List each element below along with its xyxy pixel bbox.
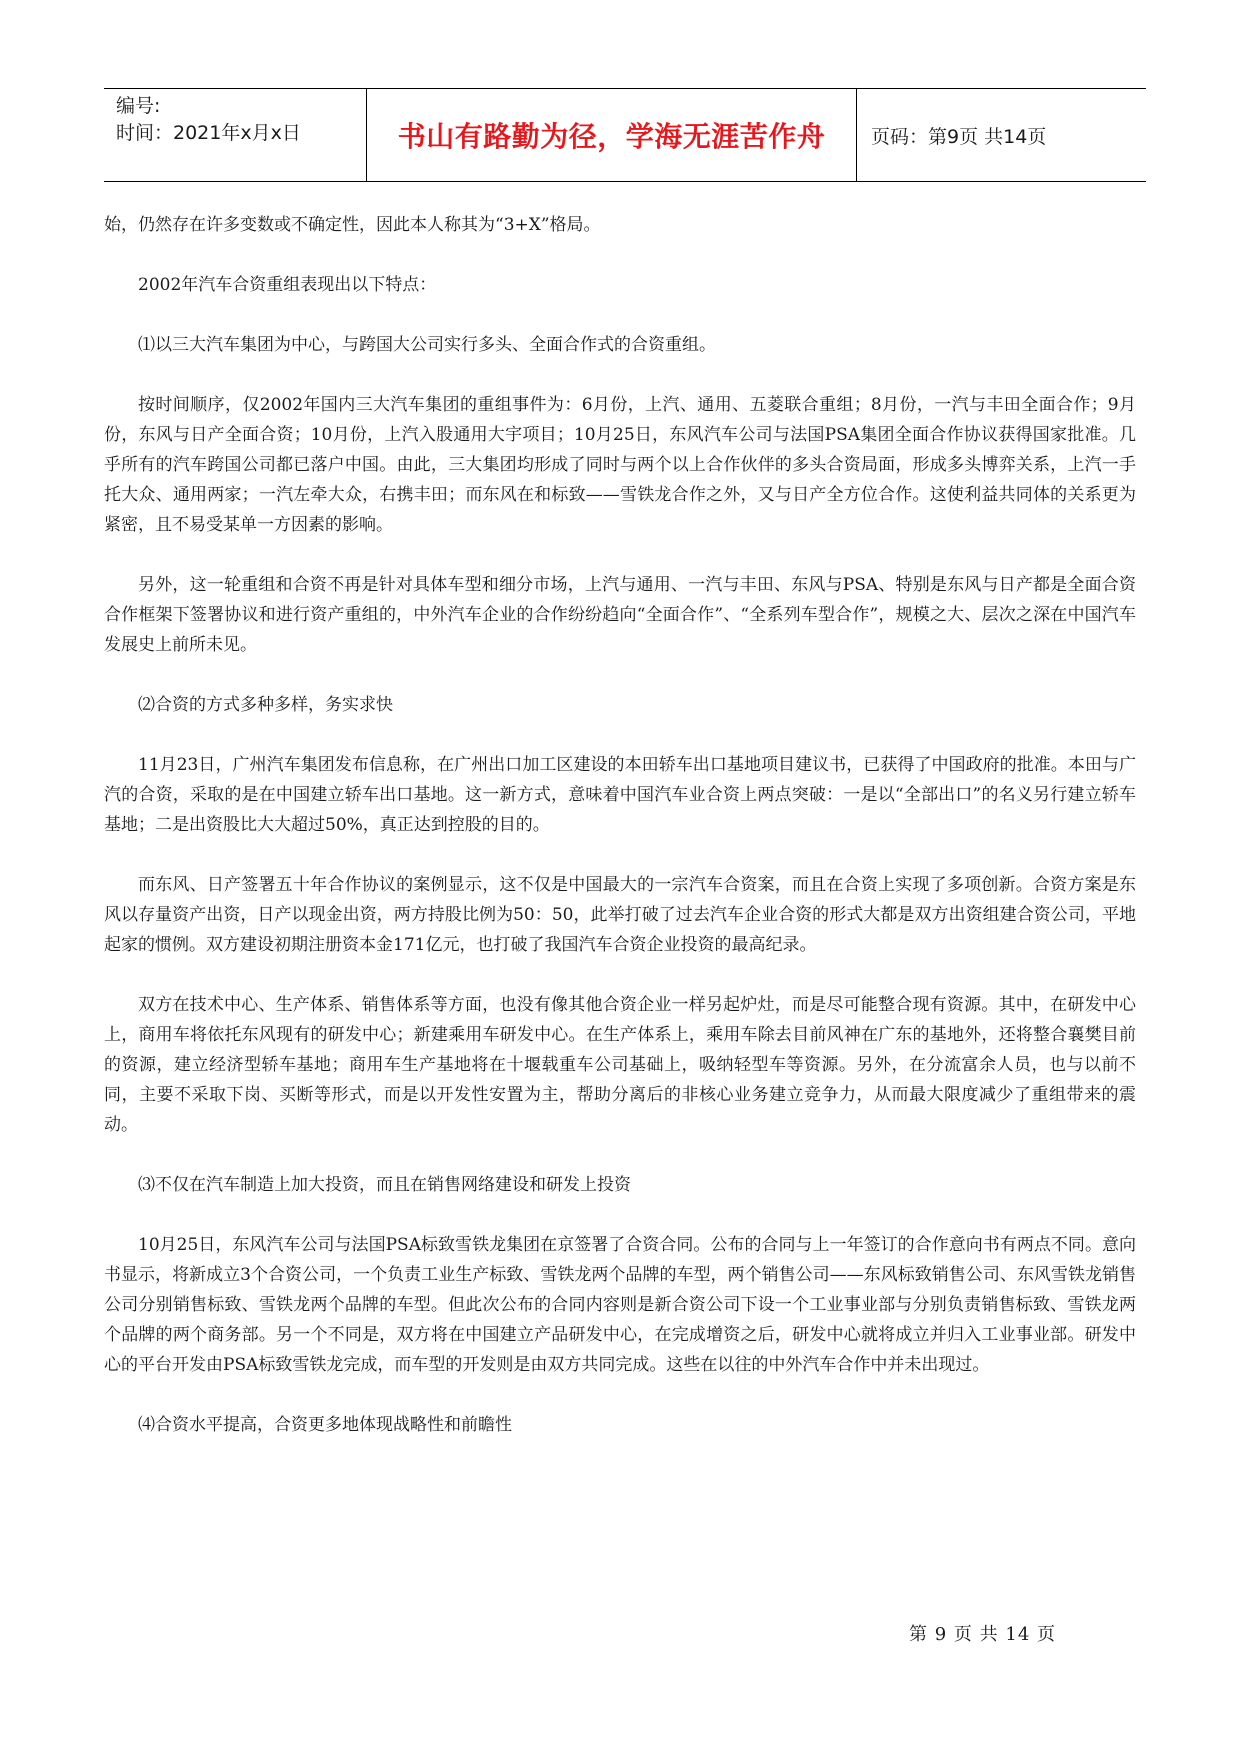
section-heading: ⑴以三大汽车集团为中心，与跨国大公司实行多头、全面合作式的合资重组。 — [138, 335, 716, 355]
page-header — [104, 88, 1146, 182]
paragraph: 双方在技术中心、生产体系、销售体系等方面，也没有像其他合资企业一样另起炉灶，而是尽可能整合现有资源。其中，在研发中心上，商用车将依托东风现有的研发中心；新建乘用车研发中心。在生产体系上，乘用车除去目前风神在广东的基地外，还将整合襄樊目前的资源，建立经济型轿车基地；商用车生产基地将在十堰载重车公司基础上，吸纳轻型车等资源。另外，在分流富余人员，也与以前不同，主要不采取下岗、买断等形式，而是以开发性安置为主，帮助分离后的非核心业务建立竞争力，从而最大限度减少了重组带来的震动。 — [104, 995, 1136, 1135]
header-motto: 书山有路勤为径，学海无涯苦作舟 — [367, 89, 857, 181]
paragraph: 按时间顺序，仅2002年国内三大汽车集团的重组事件为：6月份，上汽、通用、五菱联合重组；8月份，一汽与丰田全面合作；9月份，东风与日产全面合资；10月份，上汽入股通用大宇项目；10月25日，东风汽车公司与法国PSA集团全面合作协议获得国家批准。几乎所有的汽车跨国公司都已落户中国。由此，三大集团均形成了同时与两个以上合作伙伴的多头合资局面，形成多头博弈关系，上汽一手托大众、通用两家；一汽左牵大众，右携丰田；而东风在和标致——雪铁龙合作之外，又与日产全方位合作。这使利益共同体的关系更为紧密，且不易受某单一方因素的影响。 — [104, 395, 1136, 535]
document-body — [104, 210, 1136, 1470]
header-number: 编号: — [116, 95, 161, 117]
header-page-number: 页码：第9页 共14页 — [871, 125, 1047, 148]
paragraph: 2002年汽车合资重组表现出以下特点： — [138, 275, 437, 295]
paragraph: 10月25日，东风汽车公司与法国PSA标致雪铁龙集团在京签署了合资合同。公布的合同与上一年签订的合作意向书有两点不同。意向书显示，将新成立3个合资公司，一个负责工业生产标致、雪铁龙两个品牌的车型，两个销售公司——东风标致销售公司、东风雪铁龙销售公司分别销售标致、雪铁龙两个品牌的车型。但此次公布的合同内容则是新合资公司下设一个工业事业部与分别负责销售标致、雪铁龙两个品牌的两个商务部。另一个不同是，双方将在中国建立产品研发中心，在完成增资之后，研发中心就将成立并归入工业事业部。研发中心的平台开发由PSA标致雪铁龙完成，而车型的开发则是由双方共同完成。这些在以往的中外汽车合作中并未出现过。 — [104, 1235, 1136, 1375]
paragraph: 11月23日，广州汽车集团发布信息称，在广州出口加工区建设的本田轿车出口基地项目建议书，已获得了中国政府的批准。本田与广汽的合资，采取的是在中国建立轿车出口基地。这一新方式，意味着中国汽车业合资上两点突破：一是以“全部出口”的名义另行建立轿车基地；二是出资股比大大超过50%，真正达到控股的目的。 — [104, 755, 1136, 835]
section-heading: ⑶不仅在汽车制造上加大投资，而且在销售网络建设和研发上投资 — [138, 1175, 631, 1195]
header-time: 时间：2021年x月x日 — [116, 122, 301, 144]
section-heading: ⑷合资水平提高，合资更多地体现战略性和前瞻性 — [138, 1415, 512, 1435]
paragraph: 另外，这一轮重组和合资不再是针对具体车型和细分市场，上汽与通用、一汽与丰田、东风与PSA、特别是东风与日产都是全面合资合作框架下签署协议和进行资产重组的，中外汽车企业的合作纷纷趋向“全面合作”、“全系列车型合作”，规模之大、层次之深在中国汽车发展史上前所未见。 — [104, 575, 1136, 655]
paragraph: 始，仍然存在许多变数或不确定性，因此本人称其为“3+X”格局。 — [104, 215, 601, 235]
paragraph: 而东风、日产签署五十年合作协议的案例显示，这不仅是中国最大的一宗汽车合资案，而且在合资上实现了多项创新。合资方案是东风以存量资产出资，日产以现金出资，两方持股比例为50：50，此举打破了过去汽车企业合资的形式大都是双方出资组建合资公司，平地起家的惯例。双方建设初期注册资本金171亿元，也打破了我国汽车合资企业投资的最高纪录。 — [104, 875, 1136, 955]
header-info — [104, 89, 367, 181]
page-footer: 第 9 页 共 14 页 — [909, 1624, 1056, 1645]
section-heading: ⑵合资的方式多种多样，务实求快 — [138, 695, 393, 715]
